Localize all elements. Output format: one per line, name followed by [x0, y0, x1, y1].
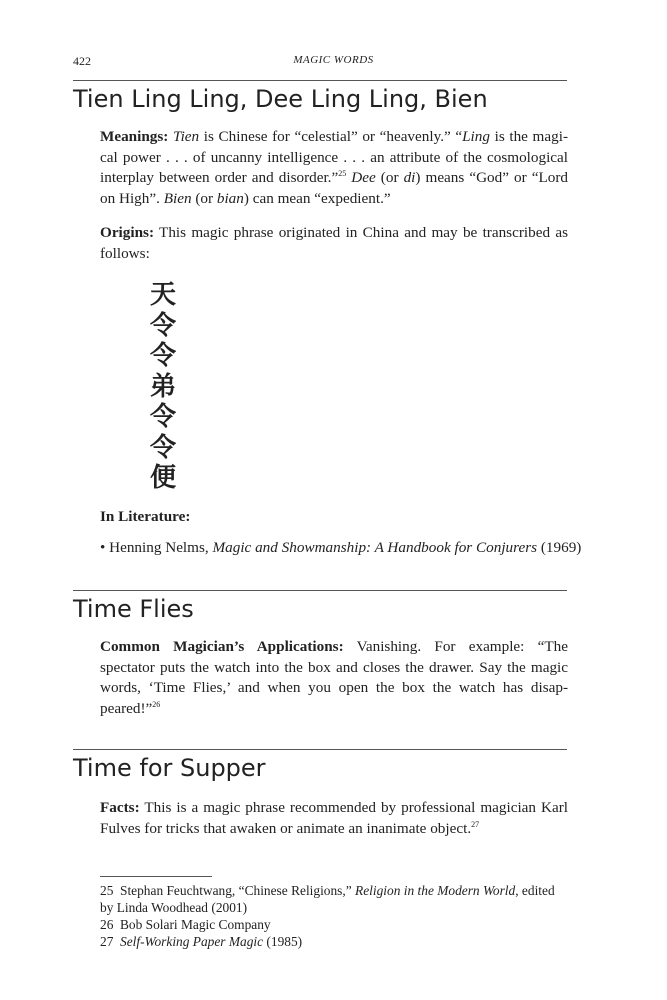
character: 天	[150, 280, 177, 310]
meanings-text-4: ) means “God” or “Lord on High”.	[100, 169, 569, 207]
literature-item	[100, 539, 581, 557]
meanings-text-6: ) can mean “expedient.”	[243, 189, 391, 207]
origins-text: This magic phrase originated in China and may be transcribed as follows:	[100, 224, 568, 262]
running-head: MAGIC WORDS	[293, 54, 374, 66]
character: 令	[150, 432, 177, 463]
meanings-text-2: is the magical power . . . of uncanny intelligence . . . an attribute of the cosmological interplay between order and disorder.”	[100, 128, 568, 187]
footnote-work: Religion in the Modern World	[355, 883, 516, 898]
character: 令	[150, 310, 177, 341]
literature-heading: In Literature:	[100, 508, 191, 525]
footnote-number: 26	[100, 917, 114, 932]
footnote-number: 25	[100, 883, 114, 898]
footnote-text: Bob Solari Magic Company	[120, 917, 271, 932]
footnote-text-post: , edited by Linda Woodhead (2001)	[100, 883, 555, 915]
footnote	[100, 933, 568, 950]
literature-year: (1969)	[537, 539, 582, 556]
footnote-number: 27	[100, 934, 114, 949]
page-number: 422	[73, 54, 91, 68]
entry-title: Tien Ling Ling, Dee Ling Ling, Bien	[73, 80, 567, 113]
applications-label: Common Magician’s Applications:	[100, 638, 344, 655]
term-bien: Bien	[163, 189, 192, 207]
character: 令	[150, 341, 177, 371]
literature-work: Magic and Showmanship: A Handbook for Conjurers	[212, 539, 538, 556]
facts-paragraph	[100, 798, 568, 839]
footnote-ref: 27	[471, 819, 480, 829]
character: 弟	[150, 371, 177, 402]
footnote	[100, 882, 568, 916]
footnote-work: Self-Working Paper Magic	[120, 934, 264, 949]
literature-author: Henning Nelms,	[109, 539, 213, 556]
meanings-paragraph	[100, 127, 568, 209]
character: 令	[150, 402, 177, 432]
footnote-ref: 25	[338, 169, 347, 179]
origins-label: Origins:	[100, 224, 155, 241]
term-bian: bian	[216, 189, 244, 207]
meanings-text-5: (or	[191, 189, 217, 207]
bullet: •	[100, 539, 106, 556]
footnotes	[100, 882, 568, 950]
character: 便	[150, 463, 177, 493]
facts-text: This is a magic phrase recommended by professional magician Karl Fulves for tricks that awaken or animate an inanimate object.	[100, 799, 568, 837]
applications-text: Vanishing. For example: “The spectator puts the watch into the box and closes the drawer. Say the magic words, ‘Time Flies,’ and when you open the box the watch has disappeared!”	[100, 638, 568, 717]
applications-paragraph	[100, 637, 568, 719]
entry-title: Time Flies	[73, 590, 567, 623]
footnote-text-post: (1985)	[263, 934, 303, 949]
meanings-label: Meanings:	[100, 128, 169, 145]
origins-paragraph	[100, 223, 568, 264]
meanings-text-1: is Chinese for “celestial” or “heavenly.” “	[199, 128, 463, 145]
term-di: di	[403, 169, 416, 187]
facts-label: Facts:	[100, 799, 140, 816]
term-tien: Tien	[172, 128, 200, 145]
term-ling: Ling	[462, 128, 490, 145]
footnote	[100, 916, 568, 933]
footnote-rule	[100, 876, 212, 877]
chinese-characters	[150, 280, 176, 494]
footnote-ref: 26	[152, 699, 161, 709]
footnote-text: Stephan Feuchtwang, “Chinese Religions,”	[120, 883, 356, 898]
term-dee: Dee	[351, 169, 376, 187]
entry-title: Time for Supper	[73, 749, 567, 782]
meanings-text-3: (or	[375, 169, 404, 187]
